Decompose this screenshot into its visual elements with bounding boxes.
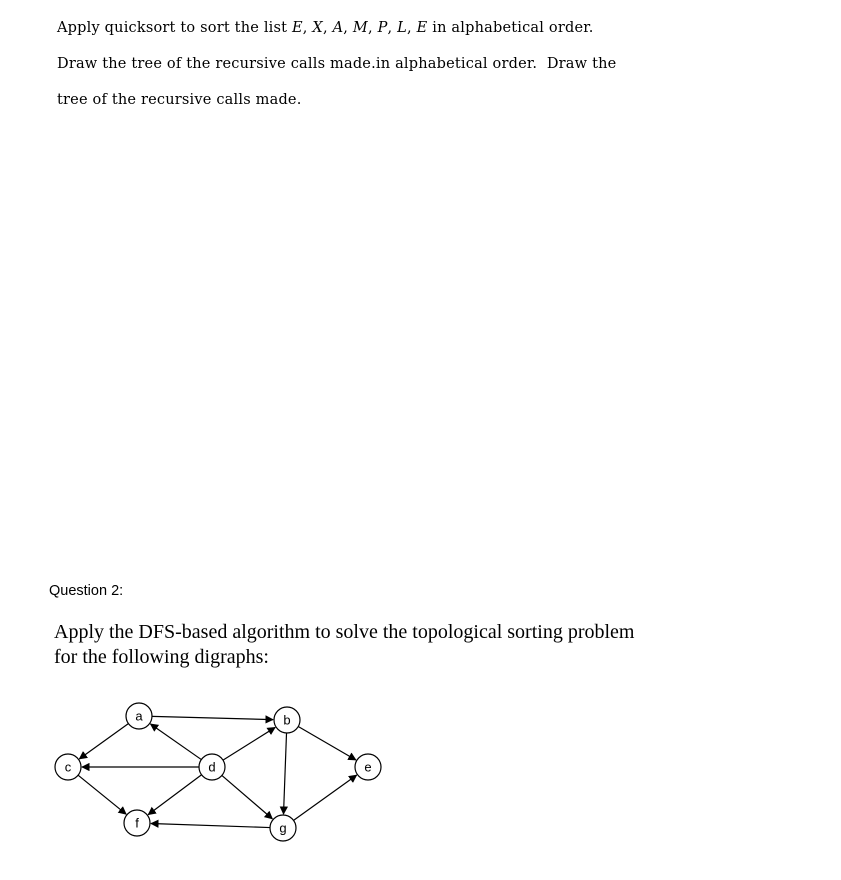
list-item: M <box>352 20 368 36</box>
edge-c-f <box>78 775 126 814</box>
node-label: d <box>208 759 216 775</box>
list-item: L <box>397 20 407 36</box>
question-2-line-1: Apply the DFS-based algorithm to solve the topological sorting problem <box>54 621 635 643</box>
edge-a-b <box>152 716 273 719</box>
question-1 <box>57 10 817 118</box>
node-label: c <box>64 759 72 775</box>
edge-b-e <box>298 727 356 760</box>
node-label: g <box>279 820 287 836</box>
node-b <box>274 707 300 733</box>
list-item: X <box>312 20 323 36</box>
node-g <box>270 815 296 841</box>
edge-b-g <box>284 733 287 814</box>
node-label: e <box>364 759 372 775</box>
edge-d-g <box>222 775 273 818</box>
question-2-heading: Question 2: <box>49 583 124 599</box>
node-a <box>126 703 152 729</box>
digraph <box>0 690 420 850</box>
edge-a-c <box>79 724 128 759</box>
node-label: a <box>135 708 143 724</box>
question-2-line-2: for the following digraphs: <box>54 646 269 668</box>
node-label: f <box>135 815 139 831</box>
node-e <box>355 754 381 780</box>
edge-d-a <box>150 724 201 760</box>
question-1-line-1: Apply quicksort to sort the list E, X, A, M, P, L, E in alphabetical order. <box>57 20 594 36</box>
edge-d-f <box>148 775 201 815</box>
edge-d-b <box>223 727 275 760</box>
list-item: E <box>292 20 303 36</box>
node-d <box>199 754 225 780</box>
edge-g-e <box>294 775 357 820</box>
list-item: A <box>332 20 344 36</box>
node-label: b <box>283 712 291 728</box>
list-item: P <box>377 20 388 36</box>
digraph-nodes <box>55 703 381 841</box>
edge-g-f <box>151 823 270 827</box>
question-1-line-3: tree of the recursive calls made. <box>57 92 302 108</box>
node-f <box>124 810 150 836</box>
question-2-text <box>54 620 774 670</box>
list-item: E <box>416 20 428 36</box>
question-1-line-2: Draw the tree of the recursive calls made.in alphabetical order. Draw the <box>57 56 617 72</box>
node-c <box>55 754 81 780</box>
